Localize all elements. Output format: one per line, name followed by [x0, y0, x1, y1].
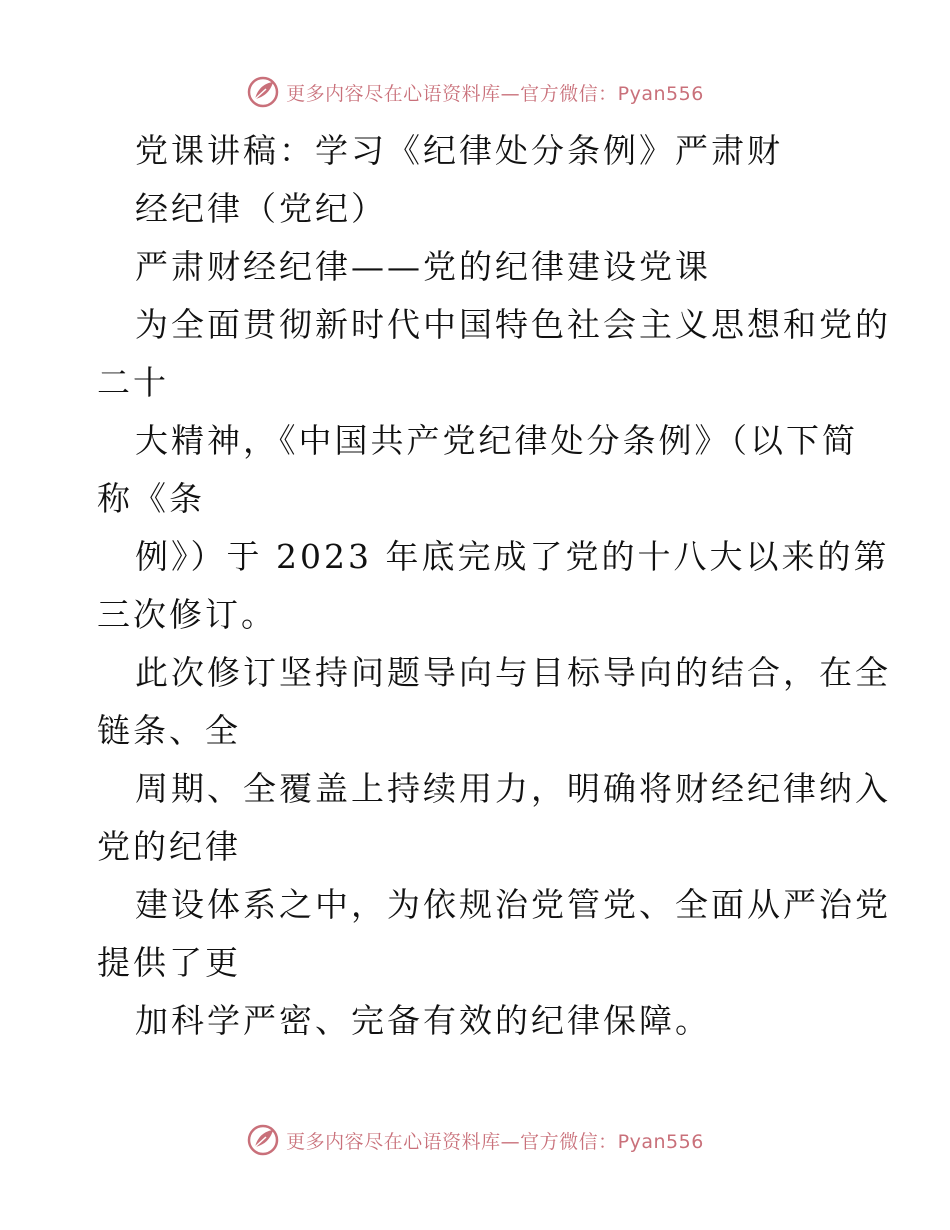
text-line-16: 加科学严密、完备有效的纪律保障。 — [135, 1001, 711, 1040]
watermark-text: 更多内容尽在心语资料库—官方微信：Pyan556 — [286, 1130, 704, 1153]
text-line-8: 例》）于 2023 年底完成了党的十八大以来的第 — [135, 537, 890, 576]
watermark-text: 更多内容尽在心语资料库—官方微信：Pyan556 — [286, 82, 704, 105]
text-line-13: 党的纪律 — [97, 827, 241, 866]
leaf-logo-icon — [246, 1123, 280, 1157]
leaf-logo-icon — [246, 75, 280, 109]
footer-watermark — [0, 1120, 950, 1160]
text-line-5: 二十 — [97, 363, 169, 402]
text-line-3: 严肃财经纪律——党的纪律建设党课 — [135, 247, 711, 286]
text-line-6: 大精神，《中国共产党纪律处分条例》（以下简 — [135, 421, 858, 460]
text-line-9: 三次修订。 — [97, 595, 277, 634]
text-line-15: 提供了更 — [97, 943, 241, 982]
text-line-12: 周期、全覆盖上持续用力，明确将财经纪律纳入 — [135, 769, 891, 808]
text-line-2: 经纪律（党纪） — [135, 189, 387, 228]
text-line-4: 为全面贯彻新时代中国特色社会主义思想和党的 — [135, 305, 891, 344]
text-line-1: 党课讲稿：学习《纪律处分条例》严肃财 — [135, 131, 783, 170]
text-line-14: 建设体系之中，为依规治党管党、全面从严治党 — [135, 885, 891, 924]
text-line-10: 此次修订坚持问题导向与目标导向的结合，在全 — [135, 653, 891, 692]
text-line-7: 称《条 — [97, 479, 205, 518]
document-body — [97, 122, 891, 1050]
text-line-11: 链条、全 — [97, 711, 241, 750]
header-watermark — [0, 72, 950, 112]
